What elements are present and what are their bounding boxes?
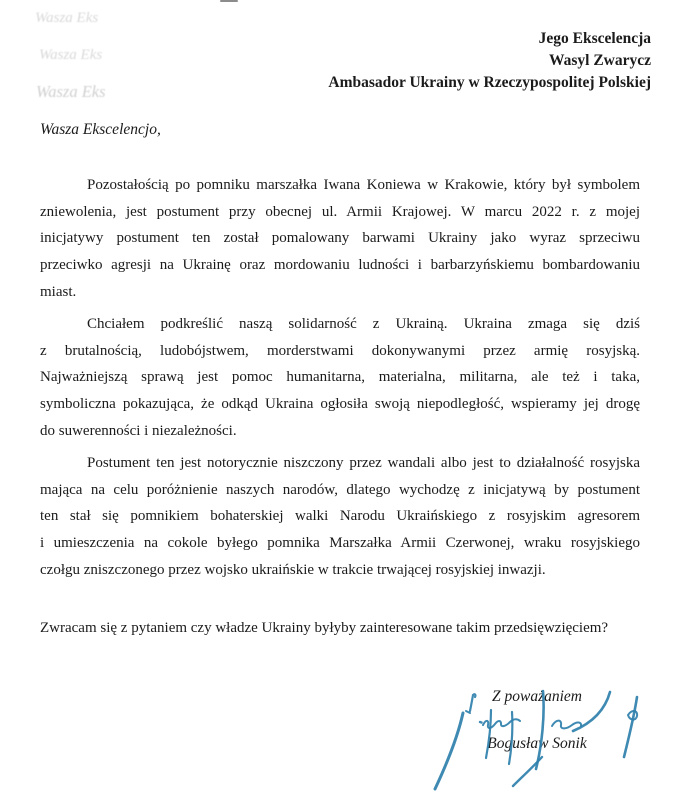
body-line: czołgu zniszczonego przez wojsko ukraińskie w trakcie trwającej rosyjskiej inwazji.: [40, 561, 546, 578]
body-line: i umieszczenia na cokole byłego pomnika Marszałka Armii Czerwonej, wraku rosyjskiego: [40, 535, 640, 552]
bleedthrough-text: Wasza Eks: [39, 47, 103, 63]
body-line: do suwerenności i niezależności.: [40, 422, 237, 439]
body-line: mająca na celu poróżnienie naszych narodów, dlatego wychodzę z inicjatywą by postument: [40, 481, 640, 498]
paragraph-2: [40, 311, 640, 445]
signer-name: Bogusław Sonik: [487, 735, 587, 753]
paragraph-1: [40, 172, 640, 306]
recipient-name: Wasyl Zwarycz: [548, 52, 651, 69]
bleedthrough-text: Wasza Eks: [35, 10, 99, 26]
body-line: Postument ten jest notorycznie niszczony przez wandali albo jest to działalność rosyjska: [87, 454, 640, 471]
letter-body: [40, 0, 640, 758]
body-line: Najważniejszą sprawą jest pomoc humanitarna, materialna, militarna, ale też i taka,: [40, 369, 640, 386]
closing-question: Zwracam się z pytaniem czy władze Ukrainy byłyby zainteresowane takim przedsięwzięciem?: [40, 619, 609, 636]
recipient-title: Ambasador Ukrainy w Rzeczypospolitej Polskiej: [328, 74, 651, 91]
body-line: symboliczna pokazująca, że odkąd Ukraina ogłosiła swoją niepodległość, wspieramy jej drogę: [40, 396, 640, 413]
body-line: inicjatywy postument ten został pomalowany barwami Ukrainy jako wyraz sprzeciwu: [40, 230, 640, 247]
body-line: przeciwko agresji na Ukrainę oraz mordowaniu ludności i barbarzyńskiemu bombardowaniu: [40, 257, 640, 274]
bleedthrough-text: Wasza Eks: [36, 82, 106, 101]
body-line: Chciałem podkreślić naszą solidarność z Ukrainą. Ukraina zmaga się dziś: [87, 315, 640, 332]
body-line: z brutalnością, ludobójstwem, morderstwami dokonywanymi przez armię rosyjską.: [40, 342, 640, 359]
paragraph-3: [40, 450, 640, 584]
body-line: Pozostałością po pomniku marszałka Iwana Koniewa w Krakowie, który był symbolem: [87, 176, 640, 193]
body-line: ten stał się pomnikiem bohaterskiej walki Narodu Ukraińskiego z rosyjskim agresorem: [40, 508, 640, 525]
valediction: Z poważaniem: [492, 687, 582, 705]
body-line: zniewolenia, jest postument przy obecnej ul. Armii Krajowej. W marcu 2022 r. z mojej: [40, 203, 640, 220]
salutation: Wasza Ekscelencjo,: [40, 121, 161, 138]
closing-block: [452, 684, 622, 759]
body-line: miast.: [40, 283, 77, 300]
recipient-honorific: Jego Ekscelencja: [538, 30, 651, 47]
